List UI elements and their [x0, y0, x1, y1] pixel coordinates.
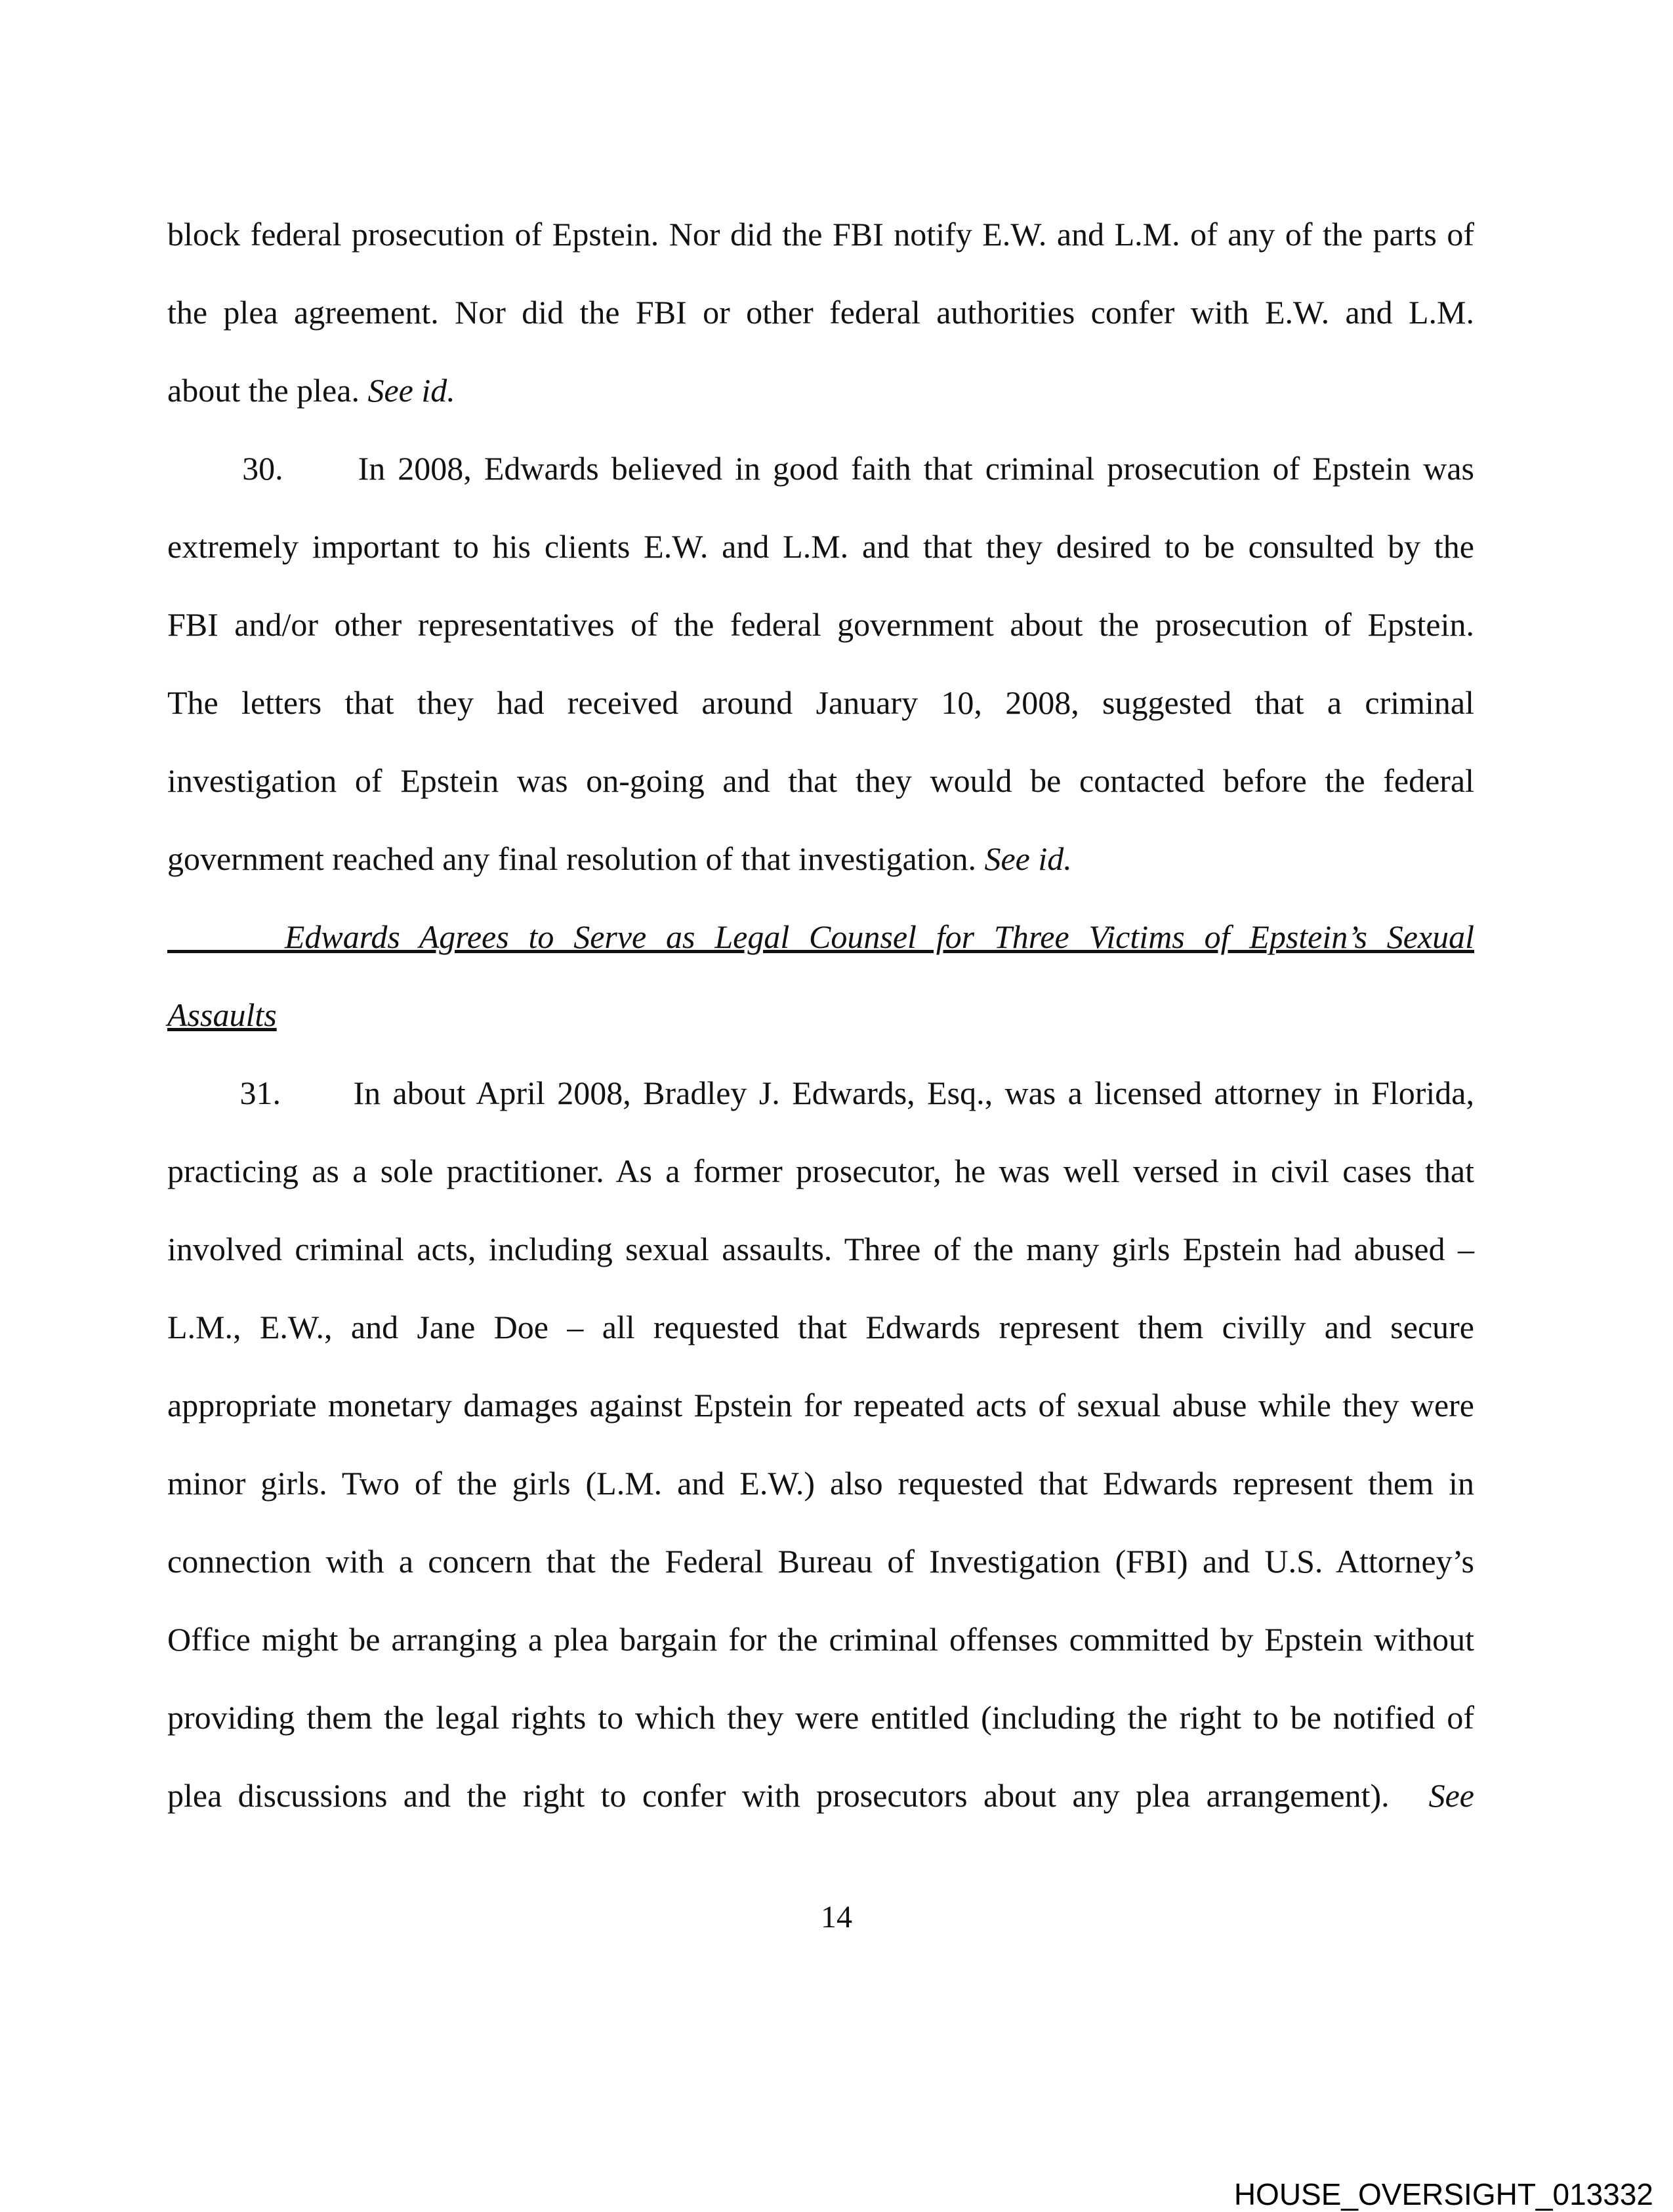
- section-heading: Edwards Agrees to Serve as Legal Counsel for Three Victims of Epstein’s Sexual: [167, 918, 1474, 955]
- body-line: [167, 371, 1474, 410]
- body-text: about the plea.: [167, 372, 368, 409]
- bates-number: HOUSE_OVERSIGHT_013332: [1233, 2177, 1653, 2211]
- citation: See id.: [367, 372, 455, 409]
- body-line: minor girls. Two of the girls (L.M. and E.W.) also requested that Edwards represent them in: [167, 1465, 1474, 1502]
- paragraph-30-line: 30. In 2008, Edwards believed in good faith that criminal prosecution of Epstein was: [167, 450, 1474, 487]
- body-line: block federal prosecution of Epstein. Nor did the FBI notify E.W. and L.M. of any of the parts of: [167, 216, 1474, 253]
- body-line: FBI and/or other representatives of the federal government about the prosecution of Epstein.: [167, 606, 1474, 643]
- body-line: extremely important to his clients E.W. and L.M. and that they desired to be consulted by the: [167, 528, 1474, 565]
- citation: See id.: [984, 840, 1072, 877]
- body-text: plea discussions and the right to confer with prosecutors about any plea arrangement).: [167, 1777, 1390, 1814]
- paragraph-31-line: 31. In about April 2008, Bradley J. Edwards, Esq., was a licensed attorney in Florida,: [167, 1075, 1474, 1111]
- body-text: government reached any final resolution of that investigation.: [167, 840, 985, 877]
- body-line: appropriate monetary damages against Epstein for repeated acts of sexual abuse while they were: [167, 1387, 1474, 1423]
- body-line: Office might be arranging a plea bargain for the criminal offenses committed by Epstein without: [167, 1621, 1474, 1658]
- body-line: involved criminal acts, including sexual assaults. Three of the many girls Epstein had abused –: [167, 1231, 1474, 1267]
- body-line: The letters that they had received around January 10, 2008, suggested that a criminal: [167, 684, 1474, 721]
- page-number: 14: [821, 1900, 852, 1935]
- body-line: providing them the legal rights to which they were entitled (including the right to be notified of: [167, 1699, 1474, 1736]
- body-line: practicing as a sole practitioner. As a former prosecutor, he was well versed in civil cases that: [167, 1153, 1474, 1189]
- body-line: connection with a concern that the Federal Bureau of Investigation (FBI) and U.S. Attorney’s: [167, 1543, 1474, 1580]
- body-line: L.M., E.W., and Jane Doe – all requested that Edwards represent them civilly and secure: [167, 1309, 1474, 1345]
- section-heading-cont: Assaults: [167, 996, 277, 1033]
- body-line: [167, 839, 1474, 878]
- body-line: investigation of Epstein was on-going and that they would be contacted before the federal: [167, 762, 1474, 799]
- citation: See: [1428, 1777, 1474, 1814]
- body-line: [167, 1776, 1474, 1815]
- body-line: the plea agreement. Nor did the FBI or other federal authorities confer with E.W. and L.M.: [167, 294, 1474, 331]
